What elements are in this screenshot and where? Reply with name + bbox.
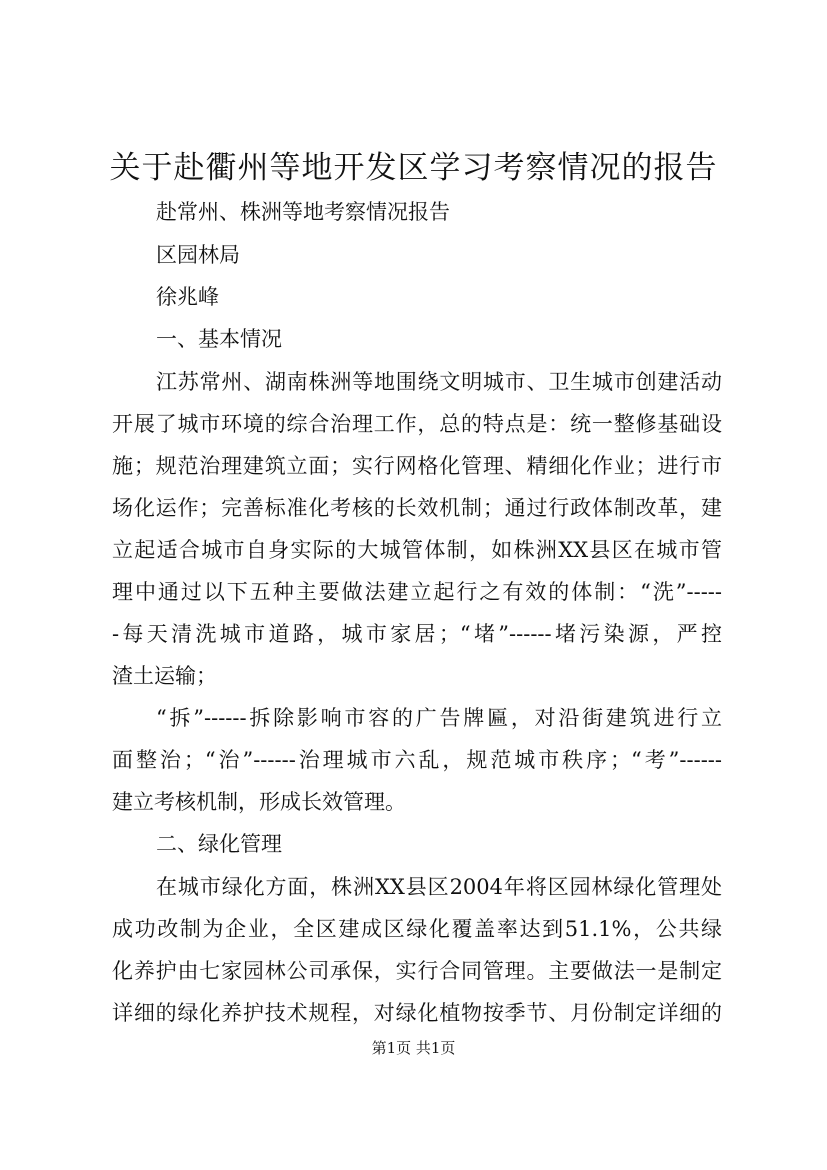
paragraph-line: 建立考核机制，形成长效管理。: [112, 790, 406, 814]
department-name: 区园林局: [156, 243, 240, 267]
paragraph-line: “拆”------拆除影响市容的广告牌匾，对沿街建筑进行立: [156, 706, 722, 730]
paragraph-line: 施；规范治理建筑立面；实行网格化管理、精细化作业；进行市: [112, 454, 722, 478]
paragraph-line: 开展了城市环境的综合治理工作，总的特点是：统一整修基础设: [112, 412, 722, 436]
section-heading-greening: 二、绿化管理: [156, 832, 282, 856]
paragraph-line: 详细的绿化养护技术规程，对绿化植物按季节、月份制定详细的: [112, 1001, 722, 1025]
paragraph-line: 化养护由七家园林公司承保，实行合同管理。主要做法一是制定: [112, 959, 722, 983]
section-heading-basic: 一、基本情况: [156, 327, 282, 351]
paragraph-line: 江苏常州、湖南株洲等地围绕文明城市、卫生城市创建活动: [156, 370, 722, 394]
author-name: 徐兆峰: [156, 285, 219, 309]
paragraph-line: 立起适合城市自身实际的大城管体制，如株洲XX县区在城市管: [112, 538, 722, 562]
page-footer: 第1页 共1页: [371, 1039, 456, 1057]
paragraph-line: -每天清洗城市道路，城市家居；“堵”------堵污染源，严控: [112, 622, 722, 646]
document-subtitle: 赴常州、株洲等地考察情况报告: [156, 200, 450, 224]
paragraph-line: 场化运作；完善标准化考核的长效机制；通过行政体制改革，建: [112, 496, 722, 520]
paragraph-line: 成功改制为企业，全区建成区绿化覆盖率达到51.1%，公共绿: [112, 917, 722, 941]
paragraph-line: 在城市绿化方面，株洲XX县区2004年将区园林绿化管理处: [156, 875, 722, 899]
paragraph-line: 渣土运输；: [112, 664, 217, 688]
document-title: 关于赴衢州等地开发区学习考察情况的报告: [109, 150, 718, 186]
paragraph-line: 面整治；“治”------治理城市六乱，规范城市秩序；“考”------: [112, 748, 722, 772]
paragraph-line: 理中通过以下五种主要做法建立起行之有效的体制：“洗”-----: [112, 580, 722, 604]
